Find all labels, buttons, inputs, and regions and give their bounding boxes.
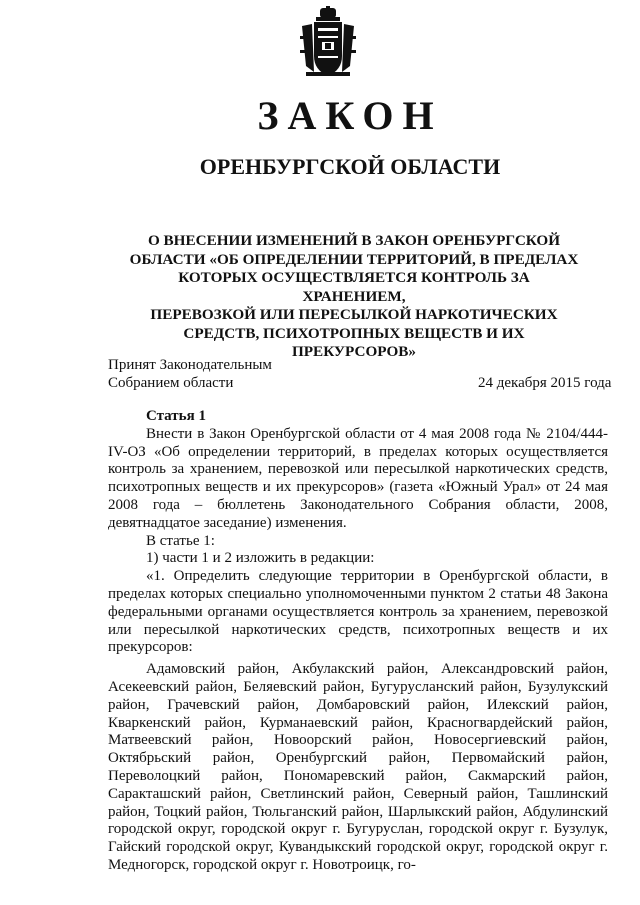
adoption-date: 24 декабря 2015 года — [478, 375, 612, 391]
adoption-line-1: Принят Законодательным — [108, 357, 272, 373]
heading-line: КОТОРЫХ ОСУЩЕСТВЛЯЕТСЯ КОНТРОЛЬ ЗА ХРАНЕНИЕМ, — [178, 269, 530, 305]
heading-line: О ВНЕСЕНИИ ИЗМЕНЕНИЙ В ЗАКОН ОРЕНБУРГСКОЙ — [147, 232, 561, 249]
heading-line: ОБЛАСТИ «ОБ ОПРЕДЕЛЕНИИ ТЕРРИТОРИЙ, В ПРЕДЕЛАХ — [129, 250, 579, 268]
adoption-authority — [108, 356, 272, 392]
article-item-paragraph: 1) части 1 и 2 изложить в редакции: — [146, 550, 375, 567]
article-section-paragraph: В статье 1: — [146, 532, 215, 549]
adoption-line-2: Собранием области — [108, 375, 234, 391]
districts-paragraph: Адамовский район, Акбулакский район, Александровский район, Асекеевский район, Беляевский район, Бугурусланский район, Бузулукский район, Грачевский район, Домбаровский район, Илекский район, Кваркенский район, Курманаевский район, Красногвардейский район, Матвеевский район, Новоорский район, Новосергиевский район, Октябрьский район, Оренбургский район, Первомайский район, Переволоцкий район, Пономаревский район, Сакмарский район, Саракташский район, Светлинский район, Северный район, Ташлинский район, Тоцкий район, Тюльганский район, Шарлыкский район, Абдулинский городской округ, городской округ г. Бугуруслан, городской округ г. Бузулук, Гайский городской округ, Кувандыкский городской округ, городской округ г. Медногорск, городской округ г. Новотроицк, го- — [108, 661, 608, 873]
article-intro-paragraph: Внести в Закон Оренбургской области от 4 мая 2008 года № 2104/444-IV-ОЗ «Об определении территорий, в пределах которых осуществляется контроль за хранением, перевозкой или пересылкой наркотических средств, психотропных веществ и их прекурсоров» (газета «Южный Урал» от 24 мая 2008 года – бюллетень Законодательного Собрания области, 2008, девятнадцатое заседание) изменения. — [108, 425, 608, 531]
document-heading — [128, 232, 580, 362]
heading-line: СРЕДСТВ, ПСИХОТРОПНЫХ ВЕЩЕСТВ И ИХ ПРЕКУРСОРОВ» — [183, 324, 525, 360]
article-title: Статья 1 — [146, 408, 206, 424]
region-title: ОРЕНБУРГСКОЙ ОБЛАСТИ — [199, 154, 501, 179]
heading-line: ПЕРЕВОЗКОЙ ИЛИ ПЕРЕСЫЛКОЙ НАРКОТИЧЕСКИХ — [150, 306, 558, 323]
coat-of-arms-emblem — [298, 6, 358, 80]
law-title: ЗАКОН — [257, 93, 443, 138]
quoted-paragraph: «1. Определить следующие территории в Оренбургской области, в пределах которых специально уполномоченными пунктом 2 статьи 48 Закона федеральными органами осуществляется контроль за хранением, перевозкой или пересылкой наркотических средств, психотропных веществ и их прекурсоров: — [108, 568, 608, 656]
article-body — [108, 408, 608, 875]
